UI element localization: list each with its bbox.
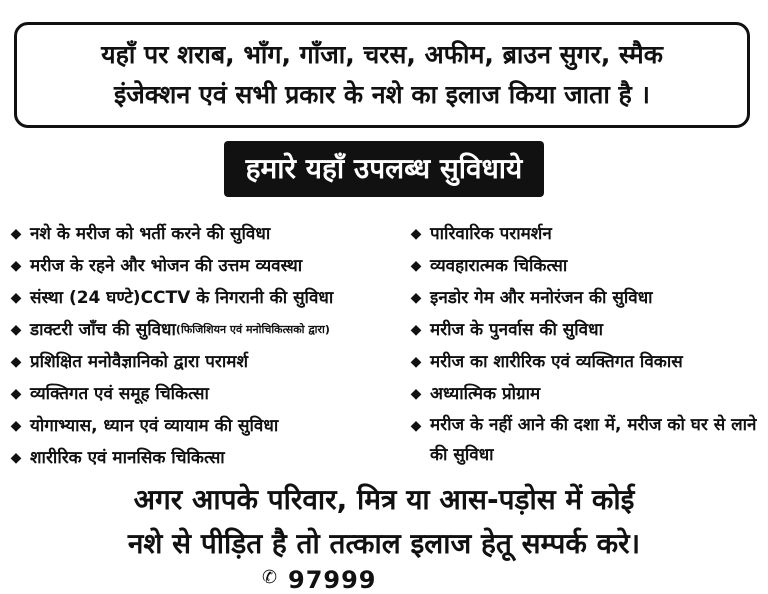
facility-item xyxy=(8,314,404,346)
diamond-bullet-icon: ◆ xyxy=(10,290,22,306)
facility-item xyxy=(408,378,760,410)
facility-text: नशे के मरीज को भर्ती करने की सुविधा xyxy=(30,224,271,244)
diamond-bullet-icon: ◆ xyxy=(410,226,422,242)
bottom-appeal xyxy=(0,478,768,566)
facilities-left-column xyxy=(8,218,404,474)
facility-text: योगाभ्यास, ध्यान एवं व्यायाम की सुविधा xyxy=(30,416,279,436)
facility-text: मरीज के पुनर्वास की सुविधा xyxy=(430,320,603,340)
facilities-right-column xyxy=(408,218,760,470)
diamond-bullet-icon: ◆ xyxy=(10,418,22,434)
facility-text: मरीज का शारीरिक एवं व्यक्तिगत विकास xyxy=(430,352,683,372)
facility-item xyxy=(8,442,404,474)
facility-text: संस्था (24 घण्टे)CCTV के निगरानी की सुविधा xyxy=(30,288,334,308)
diamond-bullet-icon: ◆ xyxy=(410,258,422,274)
facility-text: अध्यात्मिक प्रोग्राम xyxy=(430,384,541,404)
phone-icon: ✆ xyxy=(262,567,278,588)
diamond-bullet-icon: ◆ xyxy=(10,354,22,370)
facility-item xyxy=(408,346,760,378)
facility-item xyxy=(8,282,404,314)
diamond-bullet-icon: ◆ xyxy=(410,418,422,434)
facility-text: शारीरिक एवं मानसिक चिकित्सा xyxy=(30,448,225,468)
facility-text: व्यवहारात्मक चिकित्सा xyxy=(430,256,568,276)
facility-item xyxy=(408,218,760,250)
facility-item xyxy=(8,410,404,442)
facility-item xyxy=(8,250,404,282)
facilities-heading: हमारे यहाँ उपलब्ध सुविधाये xyxy=(224,141,545,197)
diamond-bullet-icon: ◆ xyxy=(10,258,22,274)
bottom-appeal-line-2: नशे से पीड़ित है तो तत्काल इलाज हेतू सम्पर्क करे। xyxy=(127,527,641,560)
diamond-bullet-icon: ◆ xyxy=(410,354,422,370)
diamond-bullet-icon: ◆ xyxy=(410,386,422,402)
facility-text: डाक्टरी जाँच की सुविधा xyxy=(30,320,176,340)
diamond-bullet-icon: ◆ xyxy=(10,386,22,402)
facility-text: व्यक्तिगत एवं समूह चिकित्सा xyxy=(30,384,209,404)
facility-text: मरीज के रहने और भोजन की उत्तम व्यवस्था xyxy=(30,256,303,276)
facility-note: (फिजिशियन एवं मनोचिकित्सको द्वारा) xyxy=(175,323,330,336)
diamond-bullet-icon: ◆ xyxy=(10,450,22,466)
facility-item xyxy=(408,314,760,346)
facility-text: इनडोर गेम और मनोरंजन की सुविधा xyxy=(430,288,653,308)
facility-item xyxy=(408,282,760,314)
diamond-bullet-icon: ◆ xyxy=(410,322,422,338)
facility-text: पारिवारिक परामर्शन xyxy=(430,224,552,244)
phone-number: 97999 xyxy=(288,566,377,594)
facility-item xyxy=(408,250,760,282)
facility-text: प्रशिक्षित मनोवैज्ञानिको द्वारा परामर्श xyxy=(30,352,248,372)
top-notice-box xyxy=(14,22,750,128)
facility-text: मरीज के नहीं आने की दशा में, मरीज को घर से लाने की सुविधा xyxy=(430,415,757,465)
top-notice-line-2: इंजेक्शन एवं सभी प्रकार के नशे का इलाज किया जाता है । xyxy=(114,80,650,109)
facility-item xyxy=(8,218,404,250)
phone-contact xyxy=(262,566,472,594)
diamond-bullet-icon: ◆ xyxy=(410,290,422,306)
top-notice-line-1: यहाँ पर शराब, भाँग, गाँजा, चरस, अफीम, ब्राउन सुगर, स्मैक xyxy=(101,40,663,69)
bottom-appeal-line-1: अगर आपके परिवार, मित्र या आस-पड़ोस में कोई xyxy=(133,483,635,516)
facility-item xyxy=(408,410,760,470)
diamond-bullet-icon: ◆ xyxy=(10,226,22,242)
diamond-bullet-icon: ◆ xyxy=(10,322,22,338)
facility-item xyxy=(8,378,404,410)
facility-item xyxy=(8,346,404,378)
facilities-heading-wrap xyxy=(0,141,768,197)
